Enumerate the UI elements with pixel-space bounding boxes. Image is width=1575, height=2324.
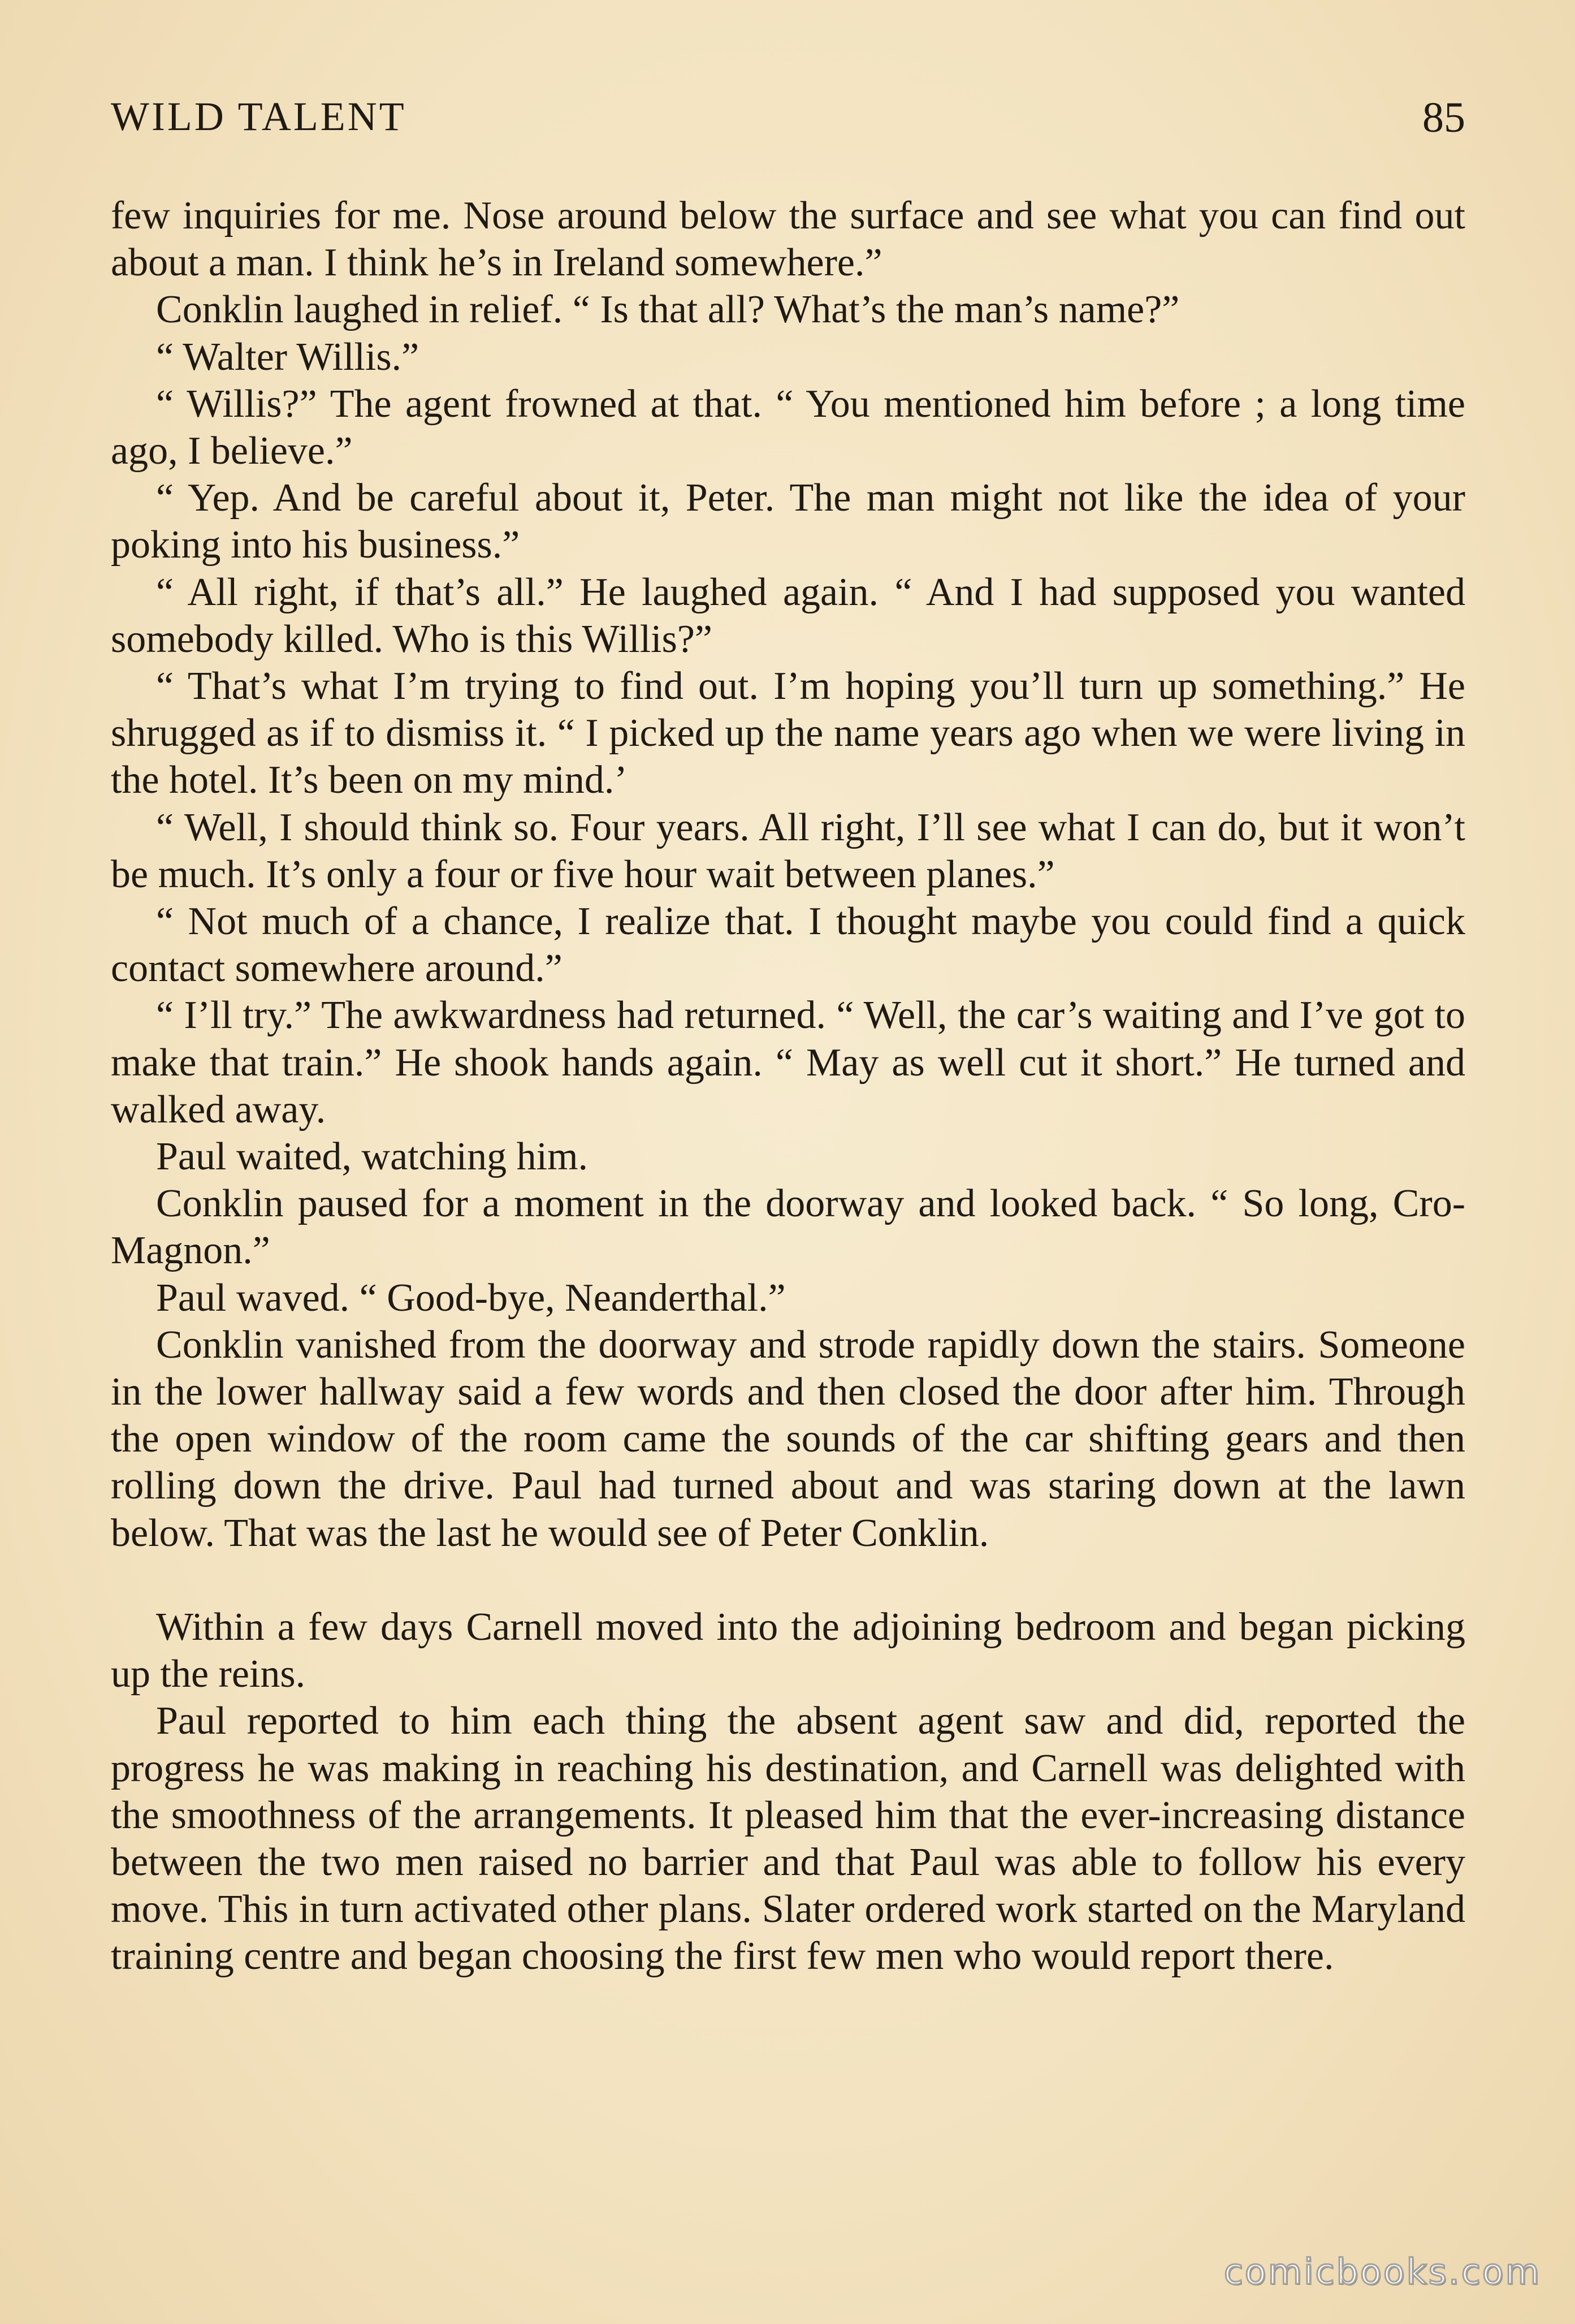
running-title: WILD TALENT [111,94,406,139]
page-number: 85 [1422,94,1465,141]
paragraph: “ That’s what I’m trying to find out. I’m hoping you’ll turn up something.” He shrugged as if to dismiss it. “ I picked up the name years ago when we were living in the hotel. It’s been on my mind.’ [111,664,1465,802]
paragraph: “ Well, I should think so. Four years. All right, I’ll see what I can do, but it won’t be much. It’s only a four or five hour wait between planes.” [111,805,1465,896]
paragraph: Paul reported to him each thing the absent agent saw and did, reported the progress he was making in reaching his destination, and Carnell was delighted with the smoothness of the arrangements. It pleased him that the ever-increasing distance between the two men raised no barrier and that Paul was able to follow his every move. This in turn activated other plans. Slater ordered work started on the Maryland training centre and began choosing the first few men who would report there. [111,1699,1465,1979]
paragraph: “ Yep. And be careful about it, Peter. The man might not like the idea of your poking into his business.” [111,476,1465,567]
page-header [111,96,1465,158]
paragraph: Conklin paused for a moment in the doorway and looked back. “ So long, Cro-Magnon.” [111,1182,1465,1273]
paragraph: “ Walter Willis.” [156,335,419,379]
body-text [111,192,1465,1980]
paragraph-section-start: Within a few days Carnell moved into the adjoining bedroom and began picking up the reins. [111,1605,1465,1696]
paragraph-continuation: few inquiries for me. Nose around below the surface and see what you can find out about a man. I think he’s in Ireland somewhere.” [111,194,1465,285]
paragraph: Conklin laughed in relief. “ Is that all? What’s the man’s name?” [156,288,1180,332]
watermark: comicbooks.com [1223,2251,1541,2292]
paragraph: “ I’ll try.” The awkwardness had returned. “ Well, the car’s waiting and I’ve got to make that train.” He shook hands again. “ May as well cut it short.” He turned and walked away. [111,993,1465,1131]
paragraph: “ All right, if that’s all.” He laughed again. “ And I had supposed you wanted somebody killed. Who is this Willis?” [111,570,1465,661]
paragraph: “ Willis?” The agent frowned at that. “ You mentioned him before ; a long time ago, I believe.” [111,382,1465,473]
paragraph: “ Not much of a chance, I realize that. I thought maybe you could find a quick contact somewhere around.” [111,900,1465,991]
paragraph: Conklin vanished from the doorway and strode rapidly down the stairs. Someone in the lower hallway said a few words and then closed the door after him. Through the open window of the room came the sounds of the car shifting gears and then rolling down the drive. Paul had turned about and was staring down at the lawn below. That was the last he would see of Peter Conklin. [111,1323,1465,1555]
paragraph: Paul waved. “ Good-bye, Neanderthal.” [156,1276,786,1320]
paragraph: Paul waited, watching him. [156,1135,589,1179]
